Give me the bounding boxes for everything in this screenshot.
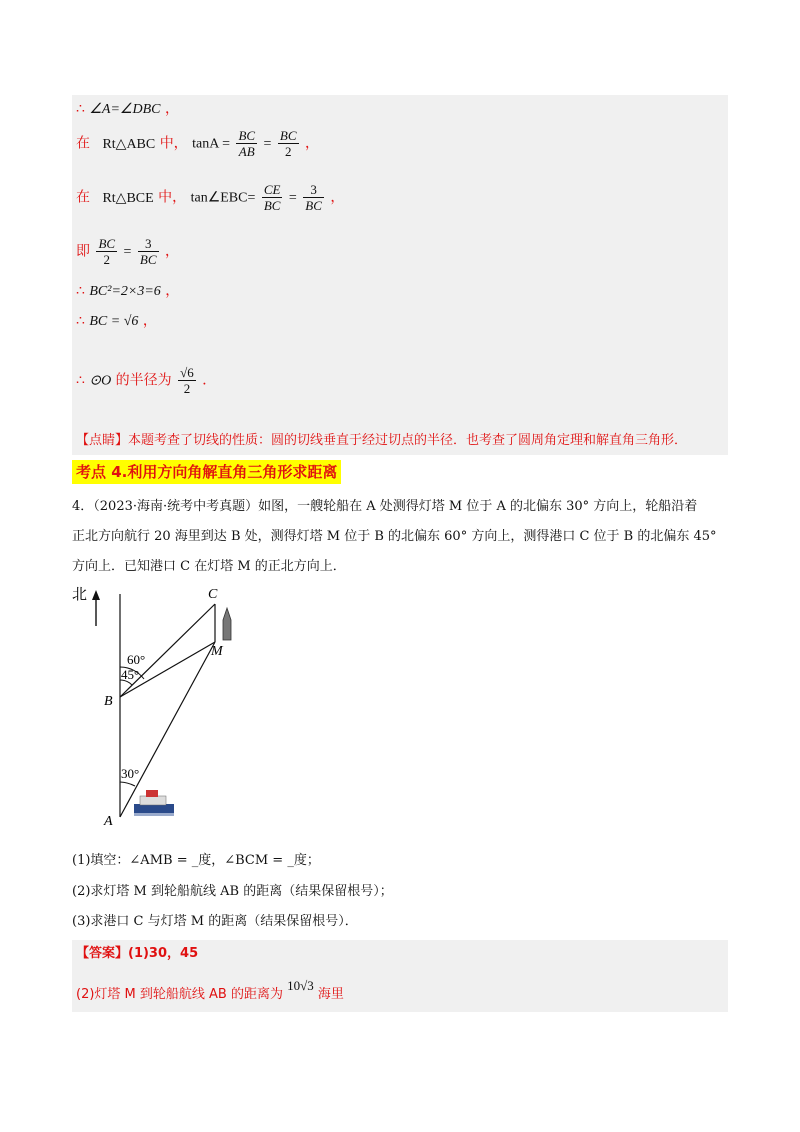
solution-line-3 [76, 182, 344, 213]
period: ． [202, 372, 217, 389]
tan-a-label: tanA = [192, 136, 230, 152]
solution-line-7 [76, 365, 216, 396]
north-label: 北 [72, 585, 88, 603]
fraction-sqrt6-2: $\frac{√6}{2}$ [180, 365, 194, 396]
question-line-3: 方向上．已知港口 C 在灯塔 M 的正北方向上． [72, 559, 346, 574]
zai-text: 在 [76, 189, 90, 206]
part-1: (1)填空：∠AMB = _度，∠BCM = _度； [72, 853, 320, 868]
comma: ， [142, 313, 157, 329]
answer-2-prefix: (2)灯塔 M 到轮船航线 AB 的距离为 [76, 987, 283, 1002]
fraction-ce-bc: $\frac{CE}{BC}$ [263, 182, 281, 213]
comma: ， [330, 189, 345, 206]
part-3: (3)求港口 C 与灯塔 M 的距离（结果保留根号）． [72, 914, 358, 929]
triangle-abc: Rt△ABC [102, 136, 156, 152]
label-m: M [211, 644, 223, 659]
angle-arc-30 [120, 782, 135, 786]
radius-text: 的半径为 [115, 372, 172, 389]
fraction-bc-2: $\frac{BC}{2}$ [279, 128, 297, 159]
zhong-text: 中， [159, 135, 188, 152]
angle-label-60: 60° [127, 652, 146, 667]
zai-text: 在 [76, 135, 90, 152]
fraction-3-bc: $\frac{3}{BC}$ [139, 236, 157, 267]
comma: ， [165, 283, 180, 299]
equals-sign: = [263, 136, 272, 152]
solution-line-1 [76, 100, 179, 119]
angle-label-45: 45° [121, 667, 140, 682]
ship-icon [134, 790, 174, 816]
equals-sign: = [123, 244, 132, 260]
fraction-3-bc: $\frac{3}{BC}$ [305, 182, 322, 213]
solution-line-2 [76, 128, 319, 159]
part-2: (2)求灯塔 M 到轮船航线 AB 的距离（结果保留根号）； [72, 884, 393, 899]
north-arrow-head-icon [92, 590, 100, 600]
circle-o: ⊙O [89, 373, 112, 389]
comma: ， [164, 101, 179, 117]
label-c: C [208, 587, 218, 602]
triangle-bce: Rt△BCE [102, 190, 154, 206]
bc-value-expr: BC = √6 [89, 314, 139, 329]
geometry-figure [70, 582, 270, 831]
zhong-text: 中， [158, 189, 187, 206]
solution-line-4 [76, 236, 179, 267]
key-point-comment: 【点睛】本题考查了切线的性质：圆的切线垂直于经过切点的半径．也考查了圆周角定理和解直角三角形． [76, 433, 688, 448]
comma: ， [164, 243, 179, 260]
ji-text: 即 [76, 243, 90, 260]
answer-line-2 [76, 978, 344, 1004]
bc-squared-expr: BC²=2×3=6 [89, 284, 161, 299]
answer-2-suffix: 海里 [317, 987, 344, 1002]
fraction-bc-2: $\frac{BC}{2}$ [98, 236, 116, 267]
comma: ， [304, 135, 319, 152]
solution-line-5 [76, 282, 179, 301]
answer-2-value: 10√3 [287, 978, 314, 993]
therefore-symbol: ∴ [76, 313, 85, 329]
therefore-symbol: ∴ [76, 283, 85, 299]
question-line-1: 4．（2023·海南·统考中考真题）如图，一艘轮船在 A 处测得灯塔 M 位于 A 的北偏东 30° 方向上，轮船沿着 [72, 499, 698, 514]
solution-line-6 [76, 312, 157, 331]
label-a: A [104, 814, 113, 827]
question-line-2: 正北方向航行 20 海里到达 B 处，测得灯塔 M 位于 B 的北偏东 60° 方向上，测得港口 C 位于 B 的北偏东 45° [72, 529, 717, 544]
therefore-symbol: ∴ [76, 372, 85, 389]
lighthouse-icon [223, 608, 231, 640]
answer-line-1: 【答案】(1)30，45 [76, 946, 199, 961]
angle-equality: ∠A=∠DBC [89, 102, 161, 117]
fraction-bc-ab: $\frac{BC}{AB}$ [238, 128, 256, 159]
tan-ebc-label: tan∠EBC= [190, 190, 256, 206]
angle-label-30: 30° [121, 766, 140, 781]
direction-angle-diagram [70, 582, 270, 827]
equals-sign: = [288, 190, 297, 206]
therefore-symbol: ∴ [76, 101, 85, 117]
label-b: B [104, 694, 113, 709]
section-heading: 考点 4.利用方向角解直角三角形求距离 [72, 460, 341, 484]
